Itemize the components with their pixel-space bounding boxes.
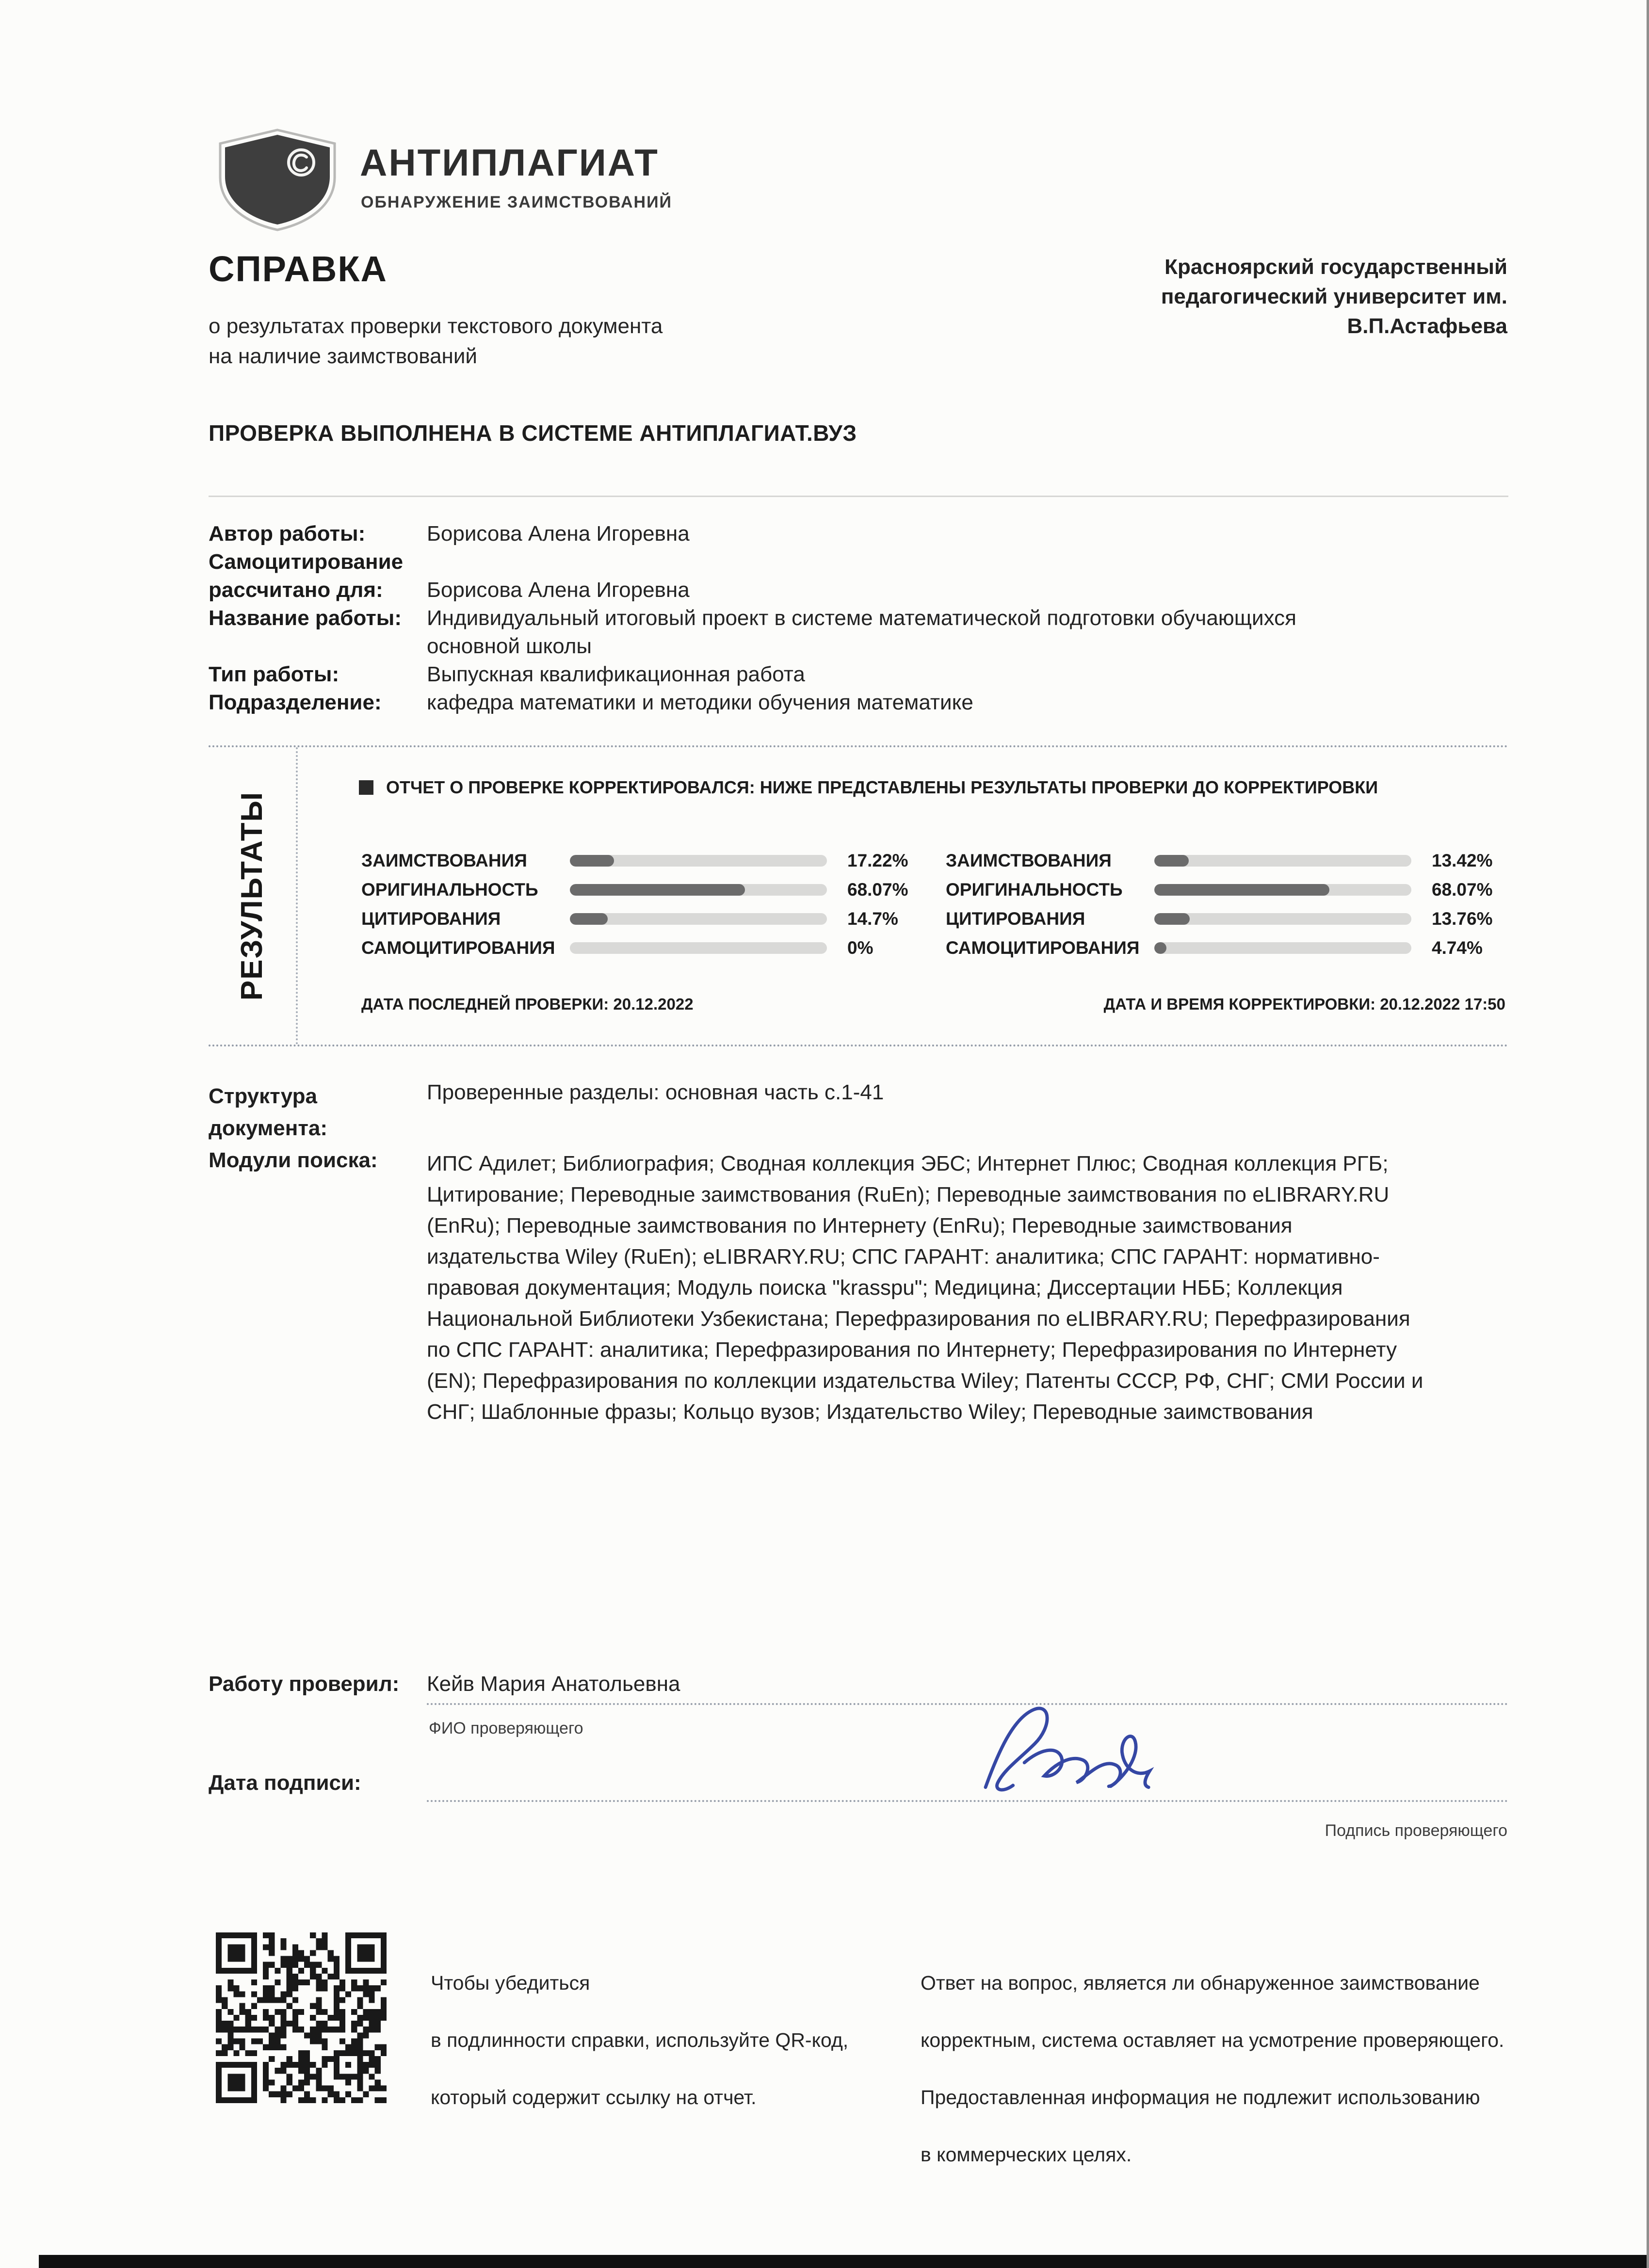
modules-label: Модули поиска:: [209, 1148, 378, 1172]
meta-row: Подразделение: кафедра математики и методики обучения математике: [209, 691, 973, 714]
results-side-column: [209, 747, 298, 1045]
metric-row: ЗАИМСТВОВАНИЯ 13.42%: [946, 851, 1493, 870]
metric-bar: [1154, 942, 1411, 954]
metric-bar: [570, 942, 827, 954]
fio-caption: ФИО проверяющего: [429, 1719, 583, 1737]
header-divider: [209, 496, 1508, 497]
square-bullet-icon: [359, 780, 373, 795]
correction-date: ДАТА И ВРЕМЯ КОРРЕКТИРОВКИ: 20.12.2022 17:50: [1103, 995, 1505, 1013]
metric-bar: [570, 855, 827, 867]
metric-row: ОРИГИНАЛЬНОСТЬ 68.07%: [361, 880, 908, 900]
document-meta: [209, 520, 1513, 717]
signature-caption: Подпись проверяющего: [1325, 1821, 1507, 1840]
metric-row: ОРИГИНАЛЬНОСТЬ 68.07%: [946, 880, 1493, 900]
meta-row: Название работы: Индивидуальный итоговый проект в системе математической подготовки обучающихся основной школы: [209, 606, 1296, 658]
metric-bar: [1154, 884, 1411, 896]
qr-caption: Чтобы убедиться в подлинности справки, используйте QR-код, который содержит ссылку на отчет.: [431, 1972, 849, 2108]
results-side-label: РЕЗУЛЬТАТЫ: [235, 791, 269, 1001]
metric-row: ЗАИМСТВОВАНИЯ 17.22%: [361, 851, 908, 870]
university-name: Красноярский государственный педагогический университет им. В.П.Астафьева: [1161, 255, 1507, 338]
signature-icon: [965, 1696, 1256, 1801]
checked-by-label: Работу проверил:: [209, 1672, 400, 1696]
scan-edge-bottom: [39, 2255, 1649, 2268]
metrics-after-correction: [946, 852, 1567, 957]
metric-row: ЦИТИРОВАНИЯ 14.7%: [361, 909, 898, 929]
meta-row: Автор работы: Борисова Алена Игоревна: [209, 522, 690, 546]
logo-title: АНТИПЛАГИАТ: [360, 141, 659, 184]
structure-label: Структура документа:: [209, 1084, 327, 1140]
metric-bar: [570, 884, 827, 896]
metrics-before-correction: [361, 852, 982, 957]
qr-code-icon: [216, 1932, 387, 2103]
page-title: СПРАВКА: [209, 249, 388, 289]
logo-subtitle: ОБНАРУЖЕНИЕ ЗАИМСТВОВАНИЙ: [361, 193, 672, 211]
metric-row: САМОЦИТИРОВАНИЯ 0%: [361, 938, 873, 958]
metric-bar: [1154, 855, 1411, 867]
last-check-date: ДАТА ПОСЛЕДНЕЙ ПРОВЕРКИ: 20.12.2022: [361, 995, 694, 1013]
structure-value: Проверенные разделы: основная часть с.1-41: [427, 1080, 884, 1104]
meta-row: Самоцитирование рассчитано для: Борисова Алена Игоревна: [209, 550, 690, 602]
metric-row: ЦИТИРОВАНИЯ 13.76%: [946, 909, 1493, 929]
sign-date-label: Дата подписи:: [209, 1771, 361, 1795]
scan-edge-right: [1647, 0, 1649, 2268]
metric-row: САМОЦИТИРОВАНИЯ 4.74%: [946, 938, 1483, 958]
modules-list: ИПС Адилет; Библиография; Сводная коллекция ЭБС; Интернет Плюс; Сводная коллекция РГБ; Цитирование; Переводные заимствования (RuEn); Переводные заимствования по eLIBRARY.RU (EnRu); Переводные заимствования по Интернету (EnRu); Переводные заимствования издательства Wiley (RuEn); eLIBRARY.RU; СПС ГАРАНТ: аналитика; СПС ГАРАНТ: нормативно- правовая документация; Модуль поиска "krasspu"; Медицина; Диссертации НББ; Коллекция Национальной Библиотеки Узбекистана; Перефразирования по eLIBRARY.RU; Перефразирования по СПС ГАРАНТ: аналитика; Перефразирования по Интернету; Перефразирования по Интернету (EN); Перефразирования по коллекции издательства Wiley; Патенты СССР, РФ, СНГ; СМИ России и СНГ; Шаблонные фразы; Кольцо вузов; Издательство Wiley; Переводные заимствования: [427, 1152, 1423, 1424]
metric-bar: [570, 913, 827, 925]
system-check-line: ПРОВЕРКА ВЫПОЛНЕНА В СИСТЕМЕ АНТИПЛАГИАТ.ВУЗ: [209, 420, 857, 446]
shield-copyright-icon: [212, 127, 342, 233]
checked-by-value: Кейв Мария Анатольевна: [427, 1672, 680, 1696]
disclaimer-text: Ответ на вопрос, является ли обнаруженное заимствование корректным, система оставляет на усмотрение проверяющего. Предоставленная информация не подлежит использованию в коммерческих целях.: [921, 1972, 1504, 2166]
metric-bar: [1154, 913, 1411, 925]
results-corrected-note: ОТЧЕТ О ПРОВЕРКЕ КОРРЕКТИРОВАЛСЯ: НИЖЕ ПРЕДСТАВЛЕНЫ РЕЗУЛЬТАТЫ ПРОВЕРКИ ДО КОРРЕКТИРОВКИ: [359, 777, 1378, 798]
meta-row: Тип работы: Выпускная квалификационная работа: [209, 662, 805, 686]
page-subtitle: о результатах проверки текстового документа на наличие заимствований: [209, 314, 663, 368]
